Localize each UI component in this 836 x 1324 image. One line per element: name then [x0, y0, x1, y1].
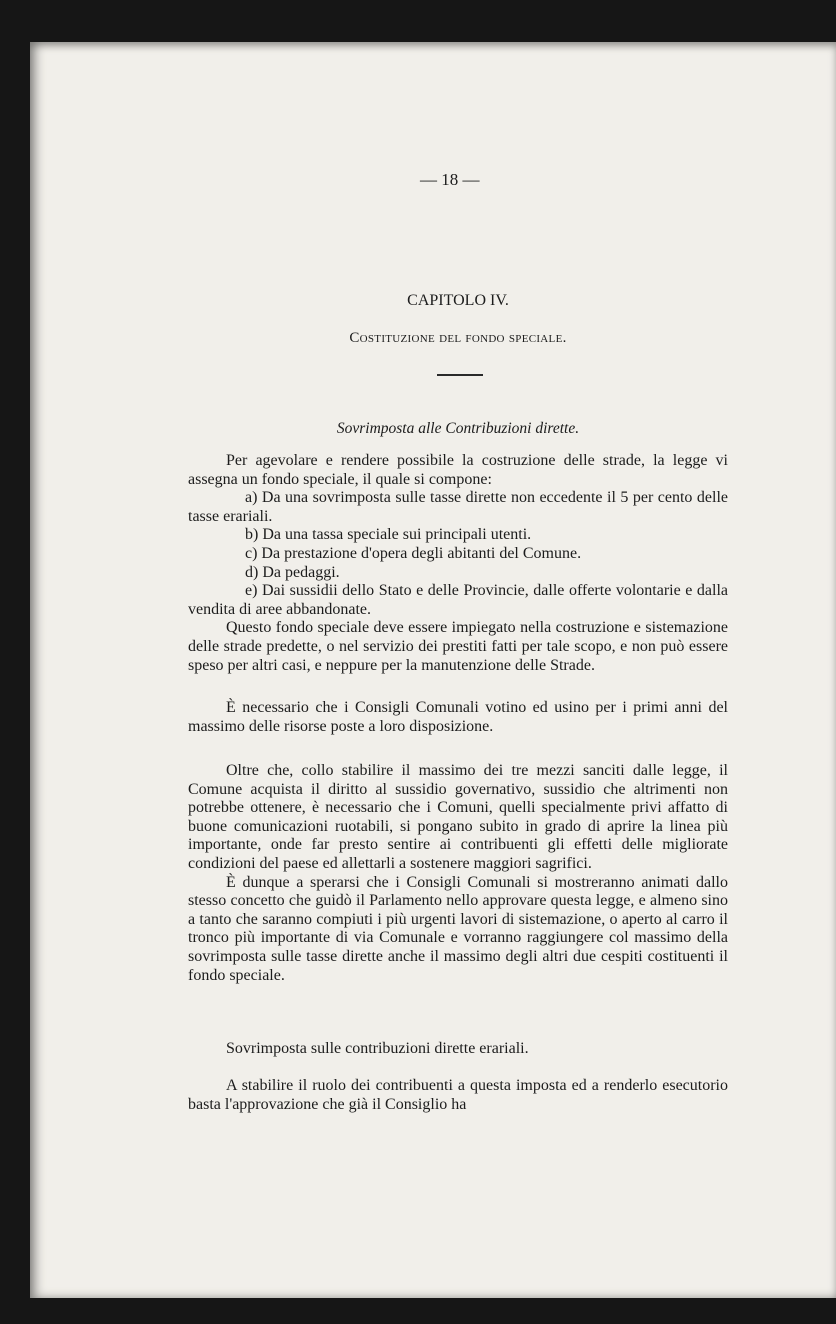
- paragraph: A stabilire il ruolo dei contribuenti a questa imposta ed a renderlo esecutorio basta l'approvazione che già il Consiglio ha: [188, 1077, 728, 1113]
- list-item: d) Da pedaggi.: [245, 563, 340, 581]
- section-title: Sovrimposta alle Contribuzioni dirette.: [336, 420, 580, 437]
- list-item: b) Da una tassa speciale sui principali utenti.: [245, 526, 532, 544]
- title-divider: [437, 374, 483, 376]
- paragraph-block: [188, 762, 728, 985]
- paragraph: Questo fondo speciale deve essere impiegato nella costruzione e sistemazione delle strade predette, o nel servizio dei prestiti fatti per tale scopo, e non può essere speso per altri casi, e neppure per la manutenzione delle Strade.: [188, 619, 728, 674]
- paragraph-block: [188, 1040, 728, 1059]
- list-item: c) Da prestazione d'opera degli abitanti del Comune.: [245, 544, 582, 562]
- paragraph-block: [188, 698, 728, 736]
- paragraph-block: [188, 1076, 728, 1114]
- paragraph: Oltre che, collo stabilire il massimo dei tre mezzi sanciti dalle legge, il Comune acquista il diritto al sussidio governativo, sussidio che altrimenti non potrebbe ottenere, è necessario che i Comuni, quelli specialmente privi affatto di buone comunicazioni ruotabili, si pongano subito in grado di aprire la linea più importante, onde far presto sentire ai contribuenti gli effetti delle migliorate condizioni del paese ed allettarli a sostenere maggiori sagrifici.: [188, 762, 728, 872]
- chapter-title: CAPITOLO IV.: [407, 292, 509, 309]
- paragraph: Per agevolare e rendere possibile la costruzione delle strade, la legge vi assegna un fondo speciale, il quale si compone:: [188, 452, 728, 488]
- list-item: a) Da una sovrimposta sulle tasse dirette non eccedente il 5 per cento delle tasse erariali.: [188, 489, 728, 525]
- paragraph: È dunque a sperarsi che i Consigli Comunali si mostreranno animati dallo stesso concetto che guidò il Parlamento nello approvare questa legge, e almeno sino a tanto che saranno compiuti i più urgenti lavori di sistemazione, o aperto al carro il tronco più importante di via Comunale e vorranno raggiungere col massimo della sovrimposta sulle tasse dirette anche il massimo degli altri due cespiti costituenti il fondo speciale.: [188, 873, 728, 984]
- list-item: e) Dai sussidii dello Stato e delle Provincie, dalle offerte volontarie e dalla vendita di aree abbandonate.: [188, 582, 728, 618]
- chapter-subtitle: Costituzione del fondo speciale.: [349, 330, 567, 346]
- page-number: — 18 —: [420, 170, 480, 189]
- subsection-heading: Sovrimposta sulle contribuzioni dirette erariali.: [226, 1040, 529, 1057]
- intro-block: [188, 452, 728, 675]
- paragraph: È necessario che i Consigli Comunali votino ed usino per i primi anni del massimo delle risorse poste a loro disposizione.: [188, 699, 728, 735]
